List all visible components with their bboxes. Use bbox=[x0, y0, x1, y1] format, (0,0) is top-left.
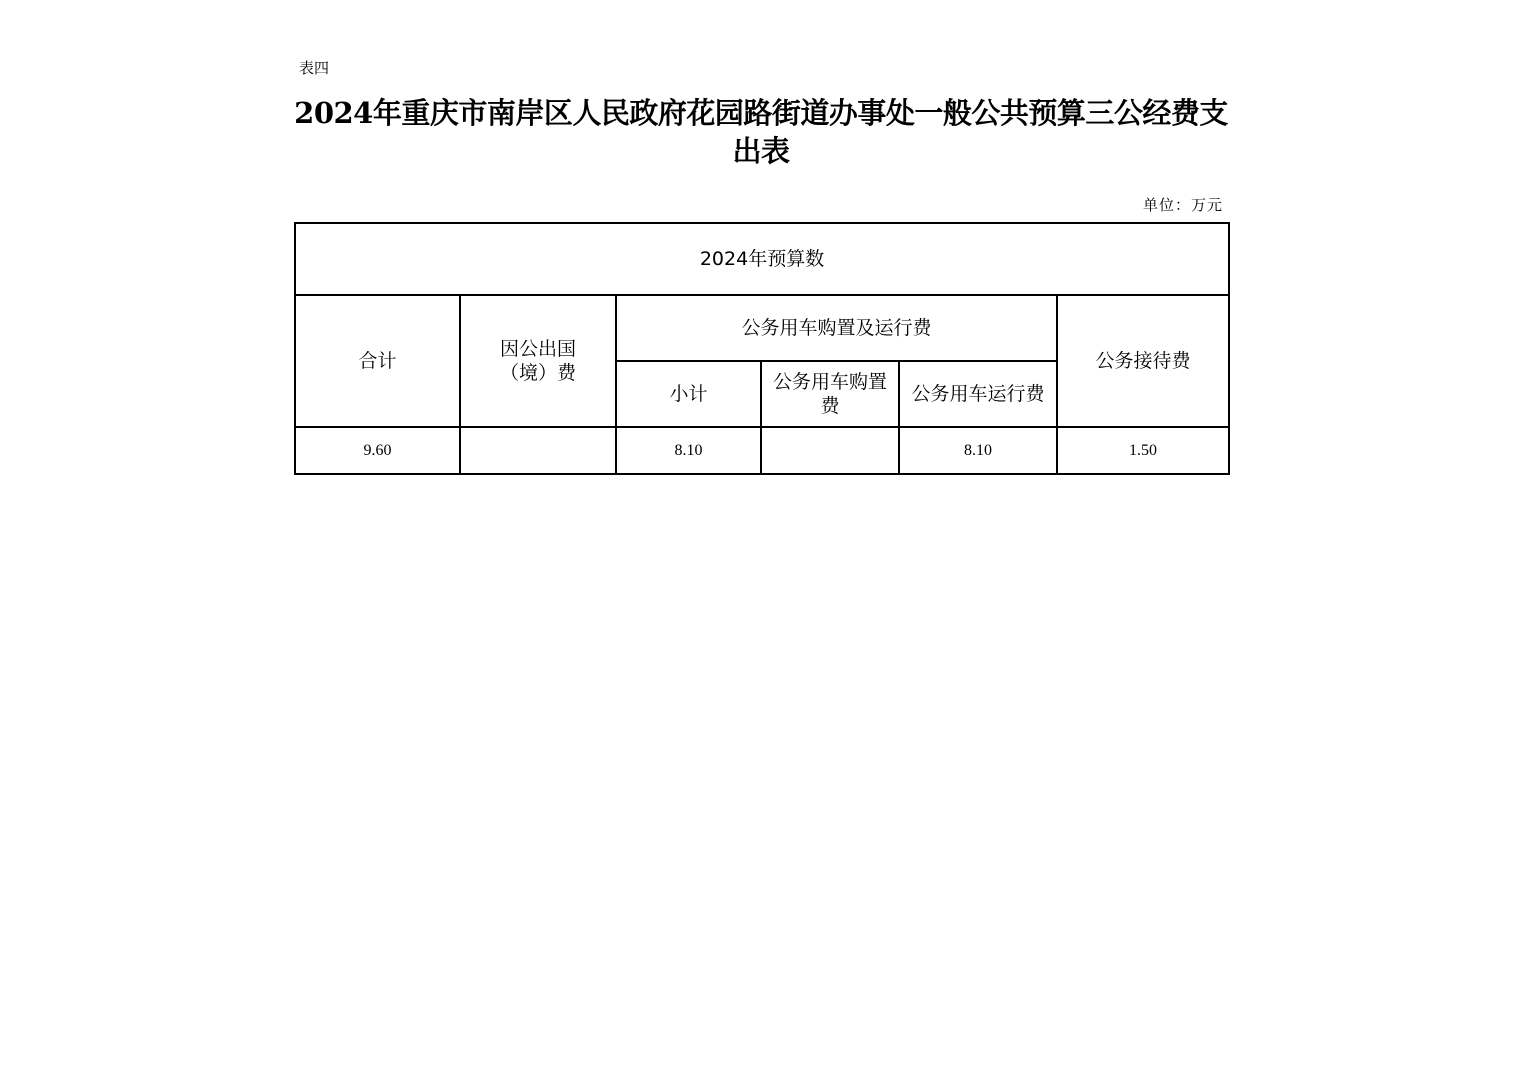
table-header-row bbox=[295, 295, 1229, 361]
document-title: 2024年重庆市南岸区人民政府花园路街道办事处一般公共预算三公经费支出表 bbox=[294, 96, 1228, 168]
cell-abroad bbox=[460, 427, 616, 474]
header-budget-year: 2024年预算数 bbox=[295, 223, 1229, 295]
header-vehicle-purchase: 公务用车购置费 bbox=[761, 361, 899, 427]
header-vehicle-group: 公务用车购置及运行费 bbox=[616, 295, 1057, 361]
table-row bbox=[295, 427, 1229, 474]
header-vehicle-subtotal: 小计 bbox=[616, 361, 761, 427]
header-total: 合计 bbox=[295, 295, 460, 427]
table-label: 表四 bbox=[299, 59, 330, 77]
cell-total: 9.60 bbox=[295, 427, 460, 474]
table-header-row bbox=[295, 223, 1229, 295]
cell-vehicle-purchase bbox=[761, 427, 899, 474]
header-abroad: 因公出国（境）费 bbox=[460, 295, 616, 427]
cell-reception: 1.50 bbox=[1057, 427, 1229, 474]
budget-table bbox=[294, 222, 1230, 475]
unit-label: 单位：万元 bbox=[1142, 196, 1223, 214]
cell-vehicle-subtotal: 8.10 bbox=[616, 427, 761, 474]
cell-vehicle-operation: 8.10 bbox=[899, 427, 1057, 474]
header-vehicle-operation: 公务用车运行费 bbox=[899, 361, 1057, 427]
header-reception: 公务接待费 bbox=[1057, 295, 1229, 427]
